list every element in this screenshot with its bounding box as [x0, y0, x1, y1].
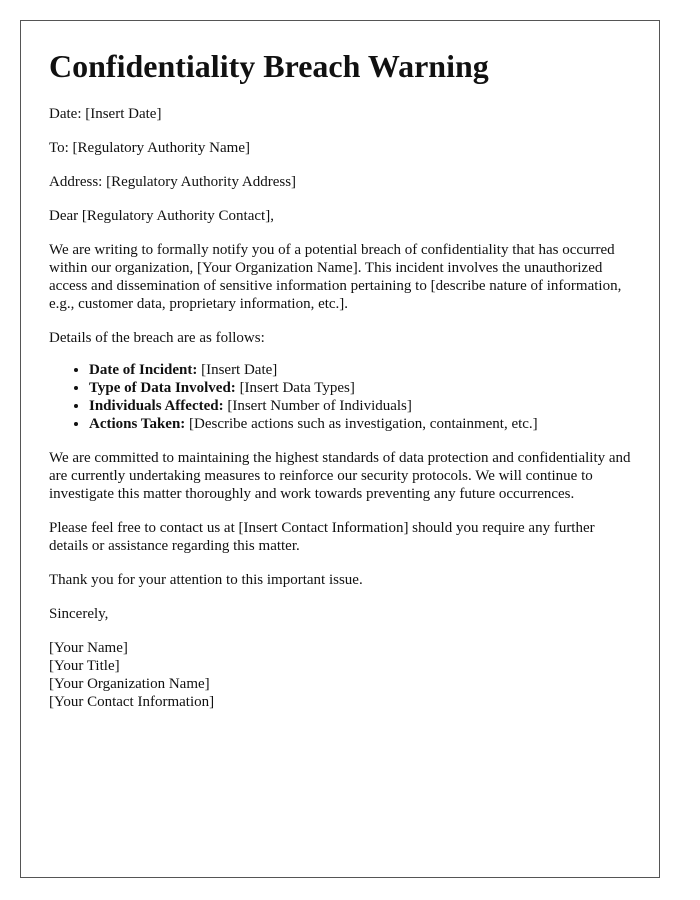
detail-label: Actions Taken: — [89, 416, 186, 432]
signature-block — [49, 639, 631, 711]
intro-paragraph: We are writing to formally notify you of a potential breach of confidentiality that has occurred within our organization, [Your Organization Name]. This incident involves the unauthorized access and dissemination of sensitive information pertaining to [describe nature of information, e.g., customer data, proprietary information, etc.]. — [49, 242, 622, 312]
detail-item-data-type — [89, 379, 631, 397]
breach-details-list — [49, 361, 631, 433]
closing-line: Sincerely, — [49, 606, 109, 622]
signature-contact: [Your Contact Information] — [49, 694, 215, 710]
recipient-line: To: [Regulatory Authority Name] — [49, 140, 250, 156]
detail-item-actions — [89, 415, 631, 433]
salutation: Dear [Regulatory Authority Contact], — [49, 208, 274, 224]
detail-label: Date of Incident: — [89, 362, 198, 378]
detail-value: [Insert Date] — [197, 362, 278, 378]
letter-title: Confidentiality Breach Warning — [49, 48, 489, 84]
detail-label: Individuals Affected: — [89, 398, 224, 414]
signature-name: [Your Name] — [49, 640, 128, 656]
detail-item-date — [89, 361, 631, 379]
address-line: Address: [Regulatory Authority Address] — [49, 174, 297, 190]
letter-document — [20, 20, 660, 878]
commitment-paragraph: We are committed to maintaining the highest standards of data protection and confidentiality and are currently undertaking measures to reinforce our security protocols. We will continue to investigate this matter thoroughly and work towards preventing any future occurrences. — [49, 450, 631, 502]
signature-organization: [Your Organization Name] — [49, 676, 210, 692]
contact-paragraph: Please feel free to contact us at [Insert Contact Information] should you require any further details or assistance regarding this matter. — [49, 520, 595, 554]
detail-item-individuals — [89, 397, 631, 415]
thanks-line: Thank you for your attention to this important issue. — [49, 572, 363, 588]
detail-value: [Describe actions such as investigation, containment, etc.] — [185, 416, 538, 432]
details-intro: Details of the breach are as follows: — [49, 330, 265, 346]
detail-value: [Insert Number of Individuals] — [223, 398, 412, 414]
detail-label: Type of Data Involved: — [89, 380, 236, 396]
detail-value: [Insert Data Types] — [235, 380, 355, 396]
signature-title: [Your Title] — [49, 658, 120, 674]
date-line: Date: [Insert Date] — [49, 106, 162, 122]
